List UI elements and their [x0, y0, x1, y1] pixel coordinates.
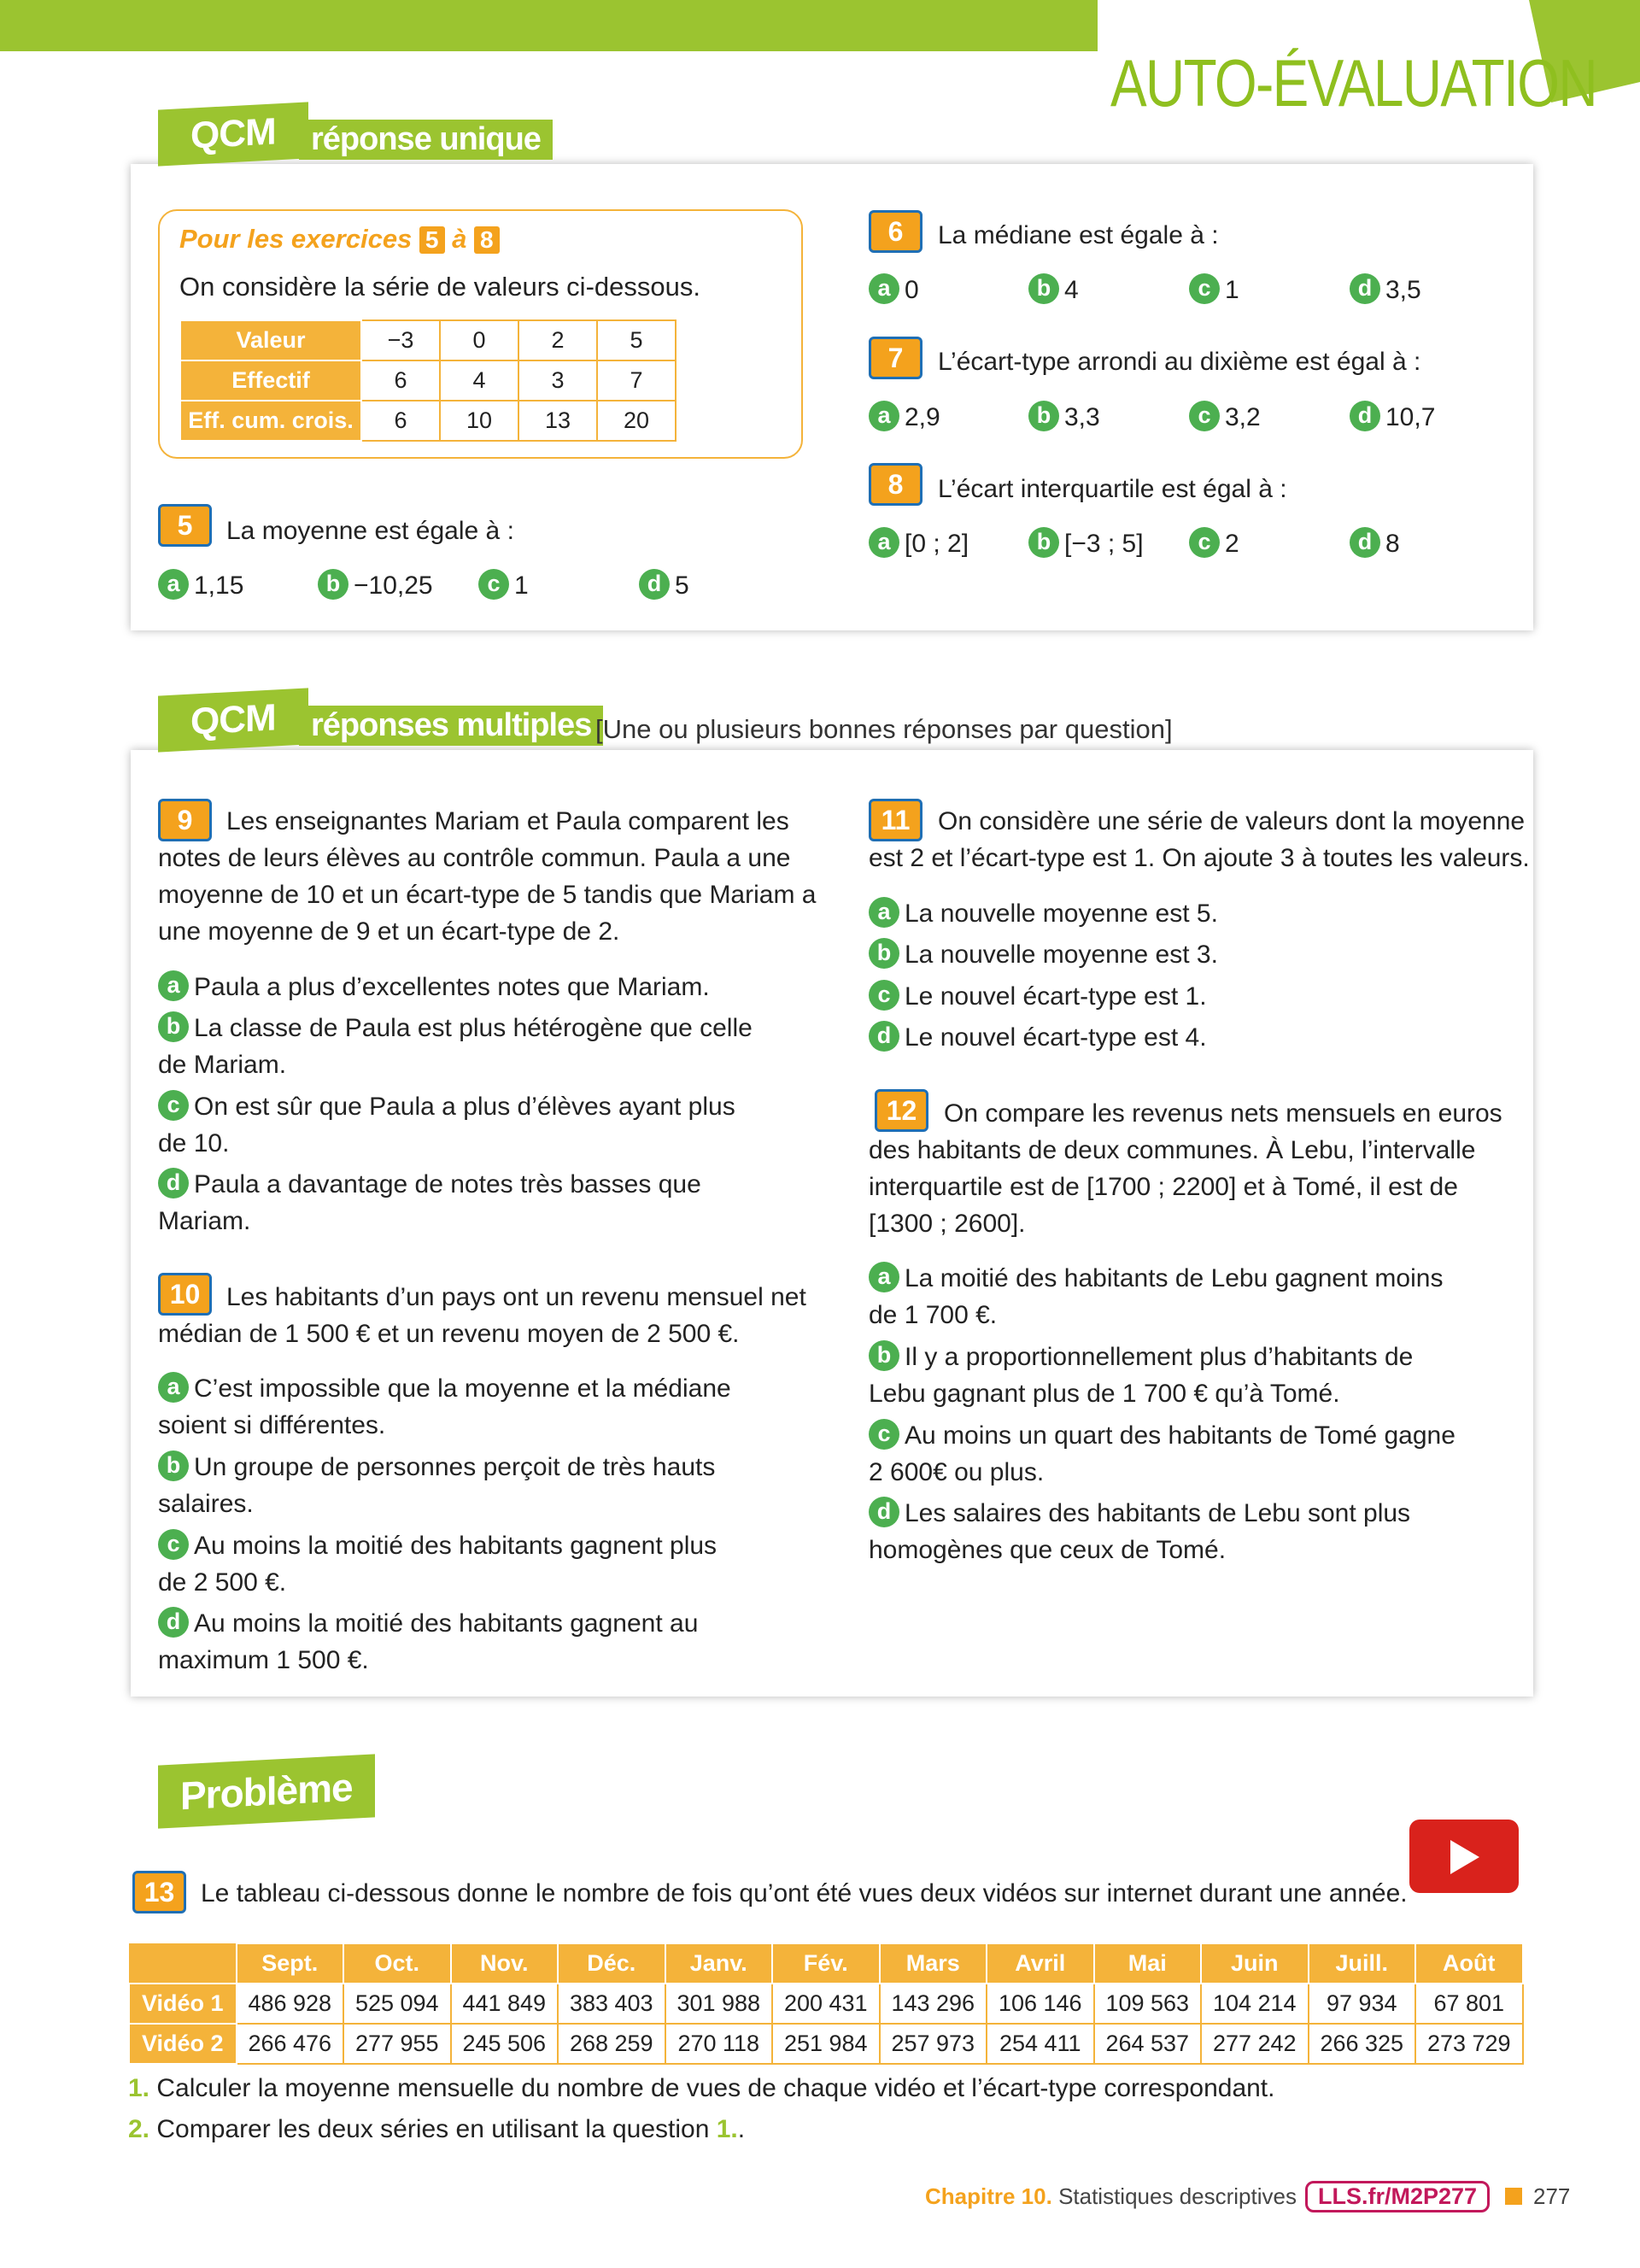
answer-option[interactable] [1350, 272, 1421, 308]
option-letter-a: a [869, 1262, 899, 1292]
option-text: 5 [675, 571, 689, 600]
question-text: moyenne de 10 et un écart-type de 5 tandis que Mariam a [158, 881, 817, 909]
answer-option[interactable] [158, 1605, 698, 1642]
views-table [128, 1943, 1524, 2065]
table-cell: 254 411 [987, 2024, 1094, 2064]
qcm-note: [Une ou plusieurs bonnes réponses par question] [595, 714, 1173, 744]
option-text: Paula a davantage de notes très basses que [194, 1170, 701, 1198]
question-number: 8 [869, 463, 922, 506]
header-bar [0, 0, 1098, 51]
intro-prefix: Pour les exercices [179, 224, 413, 254]
option-letter-a: a [869, 897, 899, 928]
option-continuation: de 1 700 €. [869, 1301, 998, 1329]
table-cell: 200 431 [772, 1984, 880, 2024]
option-letter-c: c [869, 980, 899, 1011]
option-text: 3,3 [1064, 403, 1100, 431]
option-letter-d: d [1350, 401, 1380, 431]
table-cell: 143 296 [880, 1984, 987, 2024]
question-text: Les habitants d’un pays ont un revenu mensuel net [226, 1283, 806, 1311]
table-cell: 0 [440, 320, 518, 360]
question-text: Les enseignantes Mariam et Paula comparent les [226, 807, 789, 835]
option-letter-c: c [869, 1419, 899, 1450]
table-cell: 2 [518, 320, 597, 360]
option-letter-c: c [158, 1090, 189, 1121]
option-text: 3,5 [1385, 276, 1421, 304]
answer-option[interactable] [1189, 399, 1261, 436]
option-letter-d: d [158, 1168, 189, 1198]
option-letter-a: a [158, 1372, 189, 1403]
answer-option[interactable] [1028, 272, 1079, 308]
probleme-tag: Problème [158, 1754, 375, 1828]
answer-option[interactable] [869, 1339, 1413, 1375]
question-num: 2. [128, 2115, 150, 2143]
month-header: Nov. [451, 1943, 559, 1984]
intro-to-badge: 8 [474, 226, 500, 254]
question-number: 13 [132, 1871, 186, 1913]
month-header: Déc. [558, 1943, 665, 1984]
answer-option[interactable] [1350, 525, 1400, 562]
option-text: Au moins un quart des habitants de Tomé gagne [905, 1421, 1456, 1450]
option-letter-b: b [1028, 401, 1059, 431]
answer-option[interactable] [1028, 525, 1144, 562]
table-cell: 104 214 [1201, 1984, 1309, 2024]
option-text: Les salaires des habitants de Lebu sont plus [905, 1499, 1411, 1527]
month-header: Juin [1201, 1943, 1309, 1984]
question-text: une moyenne de 9 et un écart-type de 2. [158, 917, 620, 946]
problem-question-1 [128, 2074, 1274, 2103]
month-header: Avril [987, 1943, 1094, 1984]
option-continuation: salaires. [158, 1490, 254, 1518]
option-letter-d: d [158, 1607, 189, 1638]
question-num: 1. [128, 2074, 150, 2102]
answer-option[interactable] [869, 936, 1218, 973]
answer-option[interactable] [869, 272, 919, 308]
table-cell: −3 [361, 320, 440, 360]
problem-question-2 [128, 2115, 745, 2144]
option-letter-a: a [869, 273, 899, 304]
table-cell: 277 242 [1201, 2024, 1309, 2064]
answer-option[interactable] [158, 567, 243, 604]
answer-option[interactable] [639, 567, 689, 604]
question-text: [1300 ; 2600]. [869, 1210, 1026, 1238]
option-letter-c: c [1189, 527, 1220, 558]
question-number: 10 [158, 1273, 212, 1316]
table-cell: 106 146 [987, 1984, 1094, 2024]
option-text: Paula a plus d’excellentes notes que Mariam. [194, 973, 710, 1001]
row-header: Vidéo 1 [129, 1984, 237, 2024]
option-letter-b: b [158, 1011, 189, 1042]
question-number: 12 [875, 1089, 928, 1132]
option-text: Au moins la moitié des habitants gagnent au [194, 1609, 699, 1638]
option-text: On est sûr que Paula a plus d’élèves ayant plus [194, 1093, 735, 1121]
question-text: Calculer la moyenne mensuelle du nombre de vues de chaque vidéo et l’écart-type correspondant. [156, 2074, 1275, 2102]
table-cell: 6 [361, 401, 440, 441]
question-number: 5 [158, 504, 212, 547]
answer-option[interactable] [158, 1370, 731, 1407]
question-text: L’écart-type arrondi au dixième est égal à : [938, 348, 1421, 376]
option-continuation: de Mariam. [158, 1051, 287, 1079]
table-cell: 10 [440, 401, 518, 441]
month-header: Mars [880, 1943, 987, 1984]
answer-option[interactable] [1350, 399, 1435, 436]
option-letter-a: a [869, 401, 899, 431]
answer-option[interactable] [1028, 399, 1100, 436]
row-header: Eff. cum. crois. [180, 401, 361, 441]
table-row [180, 401, 676, 441]
answer-option[interactable] [1189, 525, 1239, 562]
option-letter-a: a [869, 527, 899, 558]
answer-option[interactable] [869, 1417, 1456, 1454]
qcm-tag: QCM [158, 688, 308, 752]
option-text: 0 [905, 276, 919, 304]
answer-option[interactable] [478, 567, 529, 604]
option-letter-b: b [869, 938, 899, 969]
table-cell: 277 955 [343, 2024, 451, 2064]
option-letter-d: d [639, 569, 670, 600]
qcm-subtitle: réponses multiples [299, 706, 603, 746]
table-cell: 4 [440, 360, 518, 401]
option-text: 1 [1225, 276, 1239, 304]
table-cell: 97 934 [1309, 1984, 1416, 2024]
play-icon [1450, 1840, 1479, 1874]
option-letter-b: b [1028, 527, 1059, 558]
row-header: Vidéo 2 [129, 2024, 237, 2064]
answer-option[interactable] [869, 1495, 1410, 1532]
page-title: AUTO-ÉVALUATION [1110, 45, 1596, 120]
option-text: −10,25 [354, 571, 433, 600]
option-letter-a: a [158, 569, 189, 600]
option-text: Un groupe de personnes perçoit de très hauts [194, 1453, 716, 1481]
question-text: des habitants de deux communes. À Lebu, l’intervalle [869, 1136, 1476, 1164]
table-cell: 109 563 [1094, 1984, 1202, 2024]
month-header: Août [1415, 1943, 1523, 1984]
table-cell: 268 259 [558, 2024, 665, 2064]
chapter-label: Chapitre 10. [925, 2183, 1052, 2209]
table-row [129, 2024, 1523, 2064]
month-header: Oct. [343, 1943, 451, 1984]
answer-option[interactable] [869, 978, 1207, 1015]
answer-option[interactable] [158, 1010, 753, 1046]
question-number: 7 [869, 337, 922, 379]
table-cell: 67 801 [1415, 1984, 1523, 2024]
option-text: La nouvelle moyenne est 5. [905, 900, 1218, 928]
answer-option[interactable] [318, 567, 433, 604]
question-text: interquartile est de [1700 ; 2200] et à Tomé, il est de [869, 1173, 1458, 1201]
footer-chapter [925, 2183, 1297, 2210]
table-cell: 270 118 [665, 2024, 773, 2064]
option-text: 1,15 [194, 571, 244, 600]
qcm-subtitle: réponse unique [299, 120, 553, 160]
table-row [180, 320, 676, 360]
option-letter-c: c [1189, 401, 1220, 431]
table-cell: 3 [518, 360, 597, 401]
table-cell: 20 [597, 401, 676, 441]
answer-option[interactable] [869, 1019, 1207, 1056]
table-cell: 301 988 [665, 1984, 773, 2024]
table-cell: 257 973 [880, 2024, 987, 2064]
option-text: Au moins la moitié des habitants gagnent plus [194, 1532, 718, 1560]
footer-square-icon [1505, 2188, 1522, 2205]
option-text: La nouvelle moyenne est 3. [905, 941, 1218, 969]
question-text: Comparer les deux séries en utilisant la question [156, 2115, 710, 2143]
page-number: 277 [1533, 2183, 1571, 2209]
option-text: 4 [1064, 276, 1079, 304]
month-header: Fév. [772, 1943, 880, 1984]
row-header: Valeur [180, 320, 361, 360]
option-letter-b: b [158, 1450, 189, 1481]
option-text: Le nouvel écart-type est 1. [905, 982, 1207, 1011]
qcm-tag: QCM [158, 102, 308, 166]
option-letter-c: c [478, 569, 509, 600]
option-text: 8 [1385, 530, 1400, 558]
table-cell: 6 [361, 360, 440, 401]
question-number: 9 [158, 799, 212, 841]
option-continuation: Mariam. [158, 1207, 251, 1235]
table-cell: 251 984 [772, 2024, 880, 2064]
row-header: Effectif [180, 360, 361, 401]
series-table [179, 319, 676, 442]
table-cell: 264 537 [1094, 2024, 1202, 2064]
table-row [180, 360, 676, 401]
question-text: La médiane est égale à : [938, 221, 1219, 249]
answer-option[interactable] [158, 1088, 735, 1125]
option-text: 1 [514, 571, 529, 600]
option-letter-d: d [1350, 273, 1380, 304]
table-cell: 486 928 [237, 1984, 344, 2024]
answer-option[interactable] [158, 1166, 701, 1203]
answer-option[interactable] [158, 1449, 715, 1486]
intro-text: On considère la série de valeurs ci-dessous. [179, 272, 700, 302]
option-text: Il y a proportionnellement plus d’habitants de [905, 1343, 1414, 1371]
option-letter-c: c [158, 1529, 189, 1560]
table-cell: 273 729 [1415, 2024, 1523, 2064]
table-cell: 7 [597, 360, 676, 401]
empty-cell [129, 1943, 237, 1984]
table-cell: 13 [518, 401, 597, 441]
question-text: médian de 1 500 € et un revenu moyen de 2 500 €. [158, 1320, 740, 1348]
option-continuation: de 10. [158, 1129, 230, 1157]
option-letter-d: d [869, 1021, 899, 1052]
table-cell: 525 094 [343, 1984, 451, 2024]
problem-text: Le tableau ci-dessous donne le nombre de fois qu’ont été vues deux vidéos sur internet durant une année. [201, 1879, 1408, 1908]
option-text: 2 [1225, 530, 1239, 558]
answer-option[interactable] [158, 969, 710, 1005]
answer-option[interactable] [869, 525, 969, 562]
table-cell: 245 506 [451, 2024, 559, 2064]
answer-option[interactable] [1189, 272, 1239, 308]
question-ref: 1. [716, 2115, 738, 2143]
option-text: La classe de Paula est plus hétérogène que celle [194, 1014, 753, 1042]
table-row [129, 1984, 1523, 2024]
answer-option[interactable] [869, 399, 940, 436]
table-cell: 441 849 [451, 1984, 559, 2024]
month-header: Mai [1094, 1943, 1202, 1984]
answer-option[interactable] [158, 1527, 717, 1564]
option-continuation: Lebu gagnant plus de 1 700 € qu’à Tomé. [869, 1380, 1340, 1408]
chapter-title: Statistiques descriptives [1058, 2183, 1297, 2209]
answer-option[interactable] [869, 895, 1218, 932]
option-text: [−3 ; 5] [1064, 530, 1144, 558]
option-letter-b: b [869, 1340, 899, 1371]
option-continuation: de 2 500 €. [158, 1568, 287, 1597]
question-text: notes de leurs élèves au contrôle commun. Paula a une [158, 844, 791, 872]
option-letter-d: d [869, 1497, 899, 1527]
option-text: C’est impossible que la moyenne et la médiane [194, 1374, 731, 1403]
option-text: 2,9 [905, 403, 940, 431]
lls-link[interactable]: LLS.fr/M2P277 [1305, 2181, 1490, 2212]
question-text: On compare les revenus nets mensuels en euros [944, 1099, 1502, 1128]
month-header: Juill. [1309, 1943, 1416, 1984]
option-text: Le nouvel écart-type est 4. [905, 1023, 1207, 1052]
option-letter-b: b [1028, 273, 1059, 304]
question-number: 11 [869, 799, 922, 841]
option-letter-b: b [318, 569, 348, 600]
intro-from-badge: 5 [419, 226, 445, 254]
option-continuation: maximum 1 500 €. [158, 1646, 369, 1674]
answer-option[interactable] [869, 1260, 1443, 1297]
month-header: Janv. [665, 1943, 773, 1984]
question-text: La moyenne est égale à : [226, 517, 514, 545]
option-continuation: soient si différentes. [158, 1411, 386, 1439]
table-cell: 266 476 [237, 2024, 344, 2064]
question-text: On considère une série de valeurs dont la moyenne [938, 807, 1526, 835]
option-text: 3,2 [1225, 403, 1261, 431]
question-text: est 2 et l’écart-type est 1. On ajoute 3 à toutes les valeurs. [869, 844, 1530, 872]
question-end: . [737, 2115, 746, 2143]
month-header: Sept. [237, 1943, 344, 1984]
option-letter-a: a [158, 970, 189, 1001]
option-text: [0 ; 2] [905, 530, 969, 558]
option-text: La moitié des habitants de Lebu gagnent moins [905, 1264, 1444, 1292]
option-continuation: 2 600€ ou plus. [869, 1458, 1045, 1486]
table-cell: 5 [597, 320, 676, 360]
table-cell: 383 403 [558, 1984, 665, 2024]
intro-title [179, 224, 500, 255]
option-letter-c: c [1189, 273, 1220, 304]
question-number: 6 [869, 210, 922, 253]
video-play-button[interactable] [1409, 1820, 1519, 1893]
question-text: L’écart interquartile est égal à : [938, 475, 1287, 503]
table-cell: 266 325 [1309, 2024, 1416, 2064]
option-continuation: homogènes que ceux de Tomé. [869, 1536, 1227, 1564]
intro-joiner: à [452, 224, 467, 254]
option-text: 10,7 [1385, 403, 1436, 431]
table-header-row [129, 1943, 1523, 1984]
option-letter-d: d [1350, 527, 1380, 558]
